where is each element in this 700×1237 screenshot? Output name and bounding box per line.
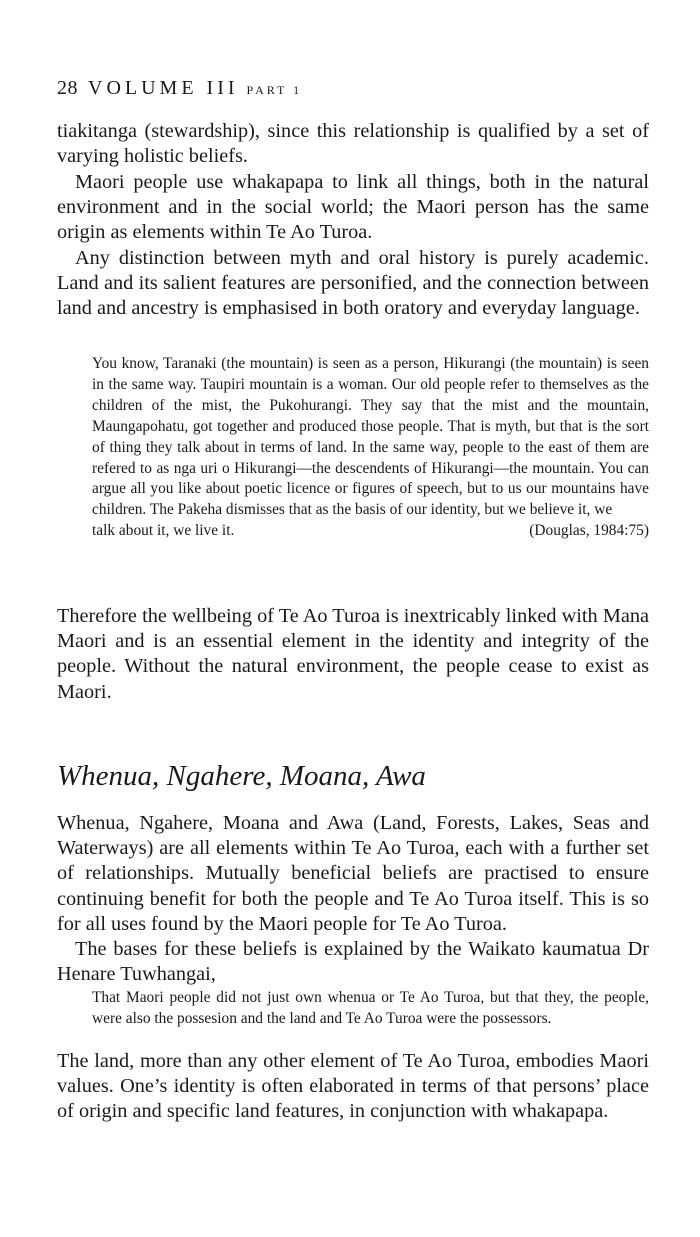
block-quote-douglas — [92, 354, 649, 542]
block-quote-last-line — [92, 521, 649, 542]
paragraph-myth-history: Any distinction between myth and oral history is purely academic. Land and its salient features are personified, and the connection between land and ancestry is emphasised in both oratory and everyday language. — [57, 247, 649, 320]
running-head — [57, 76, 302, 102]
paragraph-bases: The bases for these beliefs is explained by the Waikato kaumatua Dr Henare Tuwhangai, — [57, 938, 649, 986]
block-quote-tuwhangai: That Maori people did not just own whenua or Te Ao Turoa, but that they, the people, were also the possesion and the land and Te Ao Turoa were the possessors. — [92, 989, 649, 1027]
page-number: 28 — [57, 77, 78, 99]
block-quote-text: You know, Taranaki (the mountain) is seen as a person, Hikurangi (the mountain) is seen in the same way. Taupiri mountain is a woman. Our old people refer to themselves as the children of the mist, the Pukohurangi. They say that the mist and the mountain, Maungapohatu, got together and produced those people. That is myth, but that is the sort of thing they talk about in terms of land. In the same way, people to the east of them are refered to as nga uri o Hikurangi—the descendents of Hikurangi—the mountain. You can argue all you like about poetic licence or figures of speech, but to us our mountains have children. The Pakeha dismisses that as the basis of our identity, but we believe it, we — [92, 355, 649, 519]
part-label: PART 1 — [246, 83, 303, 97]
paragraph-elements: Whenua, Ngahere, Moana and Awa (Land, Forests, Lakes, Seas and Waterways) are all elements within Te Ao Turoa, each with a further set of relationships. Mutually beneficial beliefs are practised to ensure continuing benefit for both the people and Te Ao Turoa itself. This is so for all uses found by the Maori people for Te Ao Turoa. — [57, 812, 649, 935]
volume-label: VOLUME III — [88, 77, 239, 99]
paragraph-whakapapa: Maori people use whakapapa to link all things, both in the natural environment and in the social world; the Maori person has the same origin as elements within Te Ao Turoa. — [57, 171, 649, 244]
block-quote-citation: (Douglas, 1984:75) — [529, 522, 649, 540]
paragraph-land: The land, more than any other element of Te Ao Turoa, embodies Maori values. One’s identity is often elaborated in terms of that persons’ place of origin and specific land features, in conjunction with whakapapa. — [57, 1050, 649, 1123]
paragraph-continued: tiakitanga (stewardship), since this relationship is qualified by a set of varying holistic beliefs. — [57, 120, 649, 168]
paragraph-wellbeing: Therefore the wellbeing of Te Ao Turoa is inextricably linked with Mana Maori and is an essential element in the identity and integrity of the people. Without the natural environment, the people cease to exist as Maori. — [57, 605, 649, 703]
block-quote-text-end: talk about it, we live it. — [92, 522, 235, 540]
section-heading: Whenua, Ngahere, Moana, Awa — [57, 760, 426, 792]
